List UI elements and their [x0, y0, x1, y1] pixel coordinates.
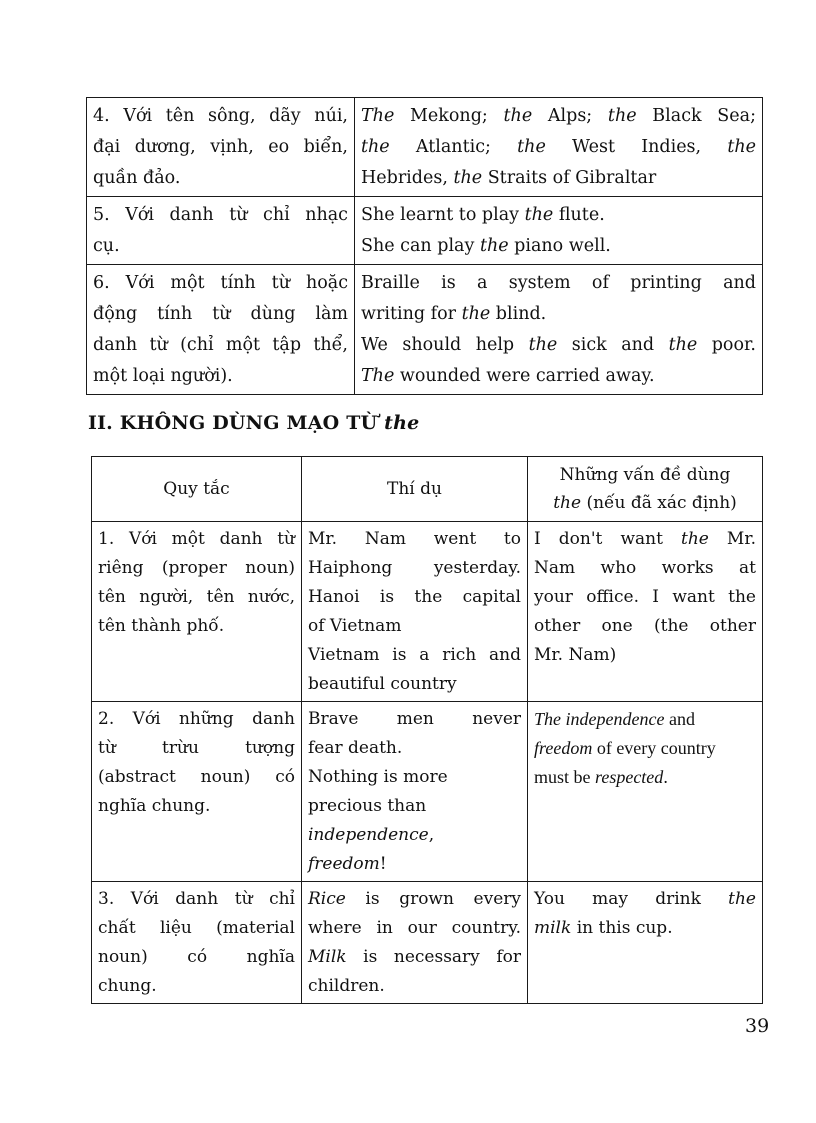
rule-line: 2. Với những danh	[98, 709, 295, 729]
rule-line: 6. Với một tính từ hoặc	[93, 273, 348, 293]
example-cell-line: writing for the blind.	[361, 304, 547, 324]
rule-line: danh từ (chỉ một tập thể,	[93, 335, 348, 355]
example-cell-line: The wounded were carried away.	[361, 366, 655, 386]
rule-cell	[92, 702, 302, 882]
rule-line: riêng (proper noun)	[98, 558, 295, 578]
example-cell-line: independence,	[308, 825, 435, 845]
rule-line: chất liệu (material	[98, 918, 295, 938]
example-cell-line: We should help the sick and the poor.	[361, 335, 756, 355]
rule-cell	[92, 882, 302, 1004]
example-cell-line: Braille is a system of printing and	[361, 273, 756, 293]
example-cell-line: She can play the piano well.	[361, 236, 611, 256]
rule-line: từ trừu tượng	[98, 738, 295, 758]
example-cell-line: Mr. Nam went to	[308, 529, 521, 549]
note-cell	[528, 702, 763, 882]
example-cell-line: children.	[308, 976, 385, 996]
example-cell-line: of Vietnam	[308, 616, 402, 636]
example-cell-line: fear death.	[308, 738, 403, 758]
note-cell-line: milk in this cup.	[534, 918, 673, 938]
usage-table-continued	[86, 97, 763, 395]
example-cell	[302, 882, 528, 1004]
table-row	[87, 197, 763, 265]
header-note-line2	[532, 489, 758, 517]
example-cell	[302, 702, 528, 882]
table-row	[92, 882, 763, 1004]
rule-cell	[87, 197, 355, 265]
example-cell-line: Nothing is more	[308, 767, 448, 787]
header-note-rest: (nếu đã xác định)	[586, 493, 737, 513]
table-row	[92, 702, 763, 882]
rule-cell	[92, 522, 302, 702]
header-example: Thí dụ	[302, 457, 528, 522]
section-heading-italic: the	[384, 412, 420, 434]
header-note-line1: Những vấn đề dùng	[559, 465, 731, 485]
rule-line: 4. Với tên sông, dãy núi,	[93, 106, 348, 126]
rule-line: tên thành phố.	[98, 616, 225, 636]
example-cell-line: Milk is necessary for	[308, 947, 521, 967]
example-cell-line: Vietnam is a rich and	[308, 645, 521, 665]
example-cell-line: Haiphong yesterday.	[308, 558, 521, 578]
note-cell-line: must be respected.	[534, 767, 668, 787]
example-cell-line: where in our country.	[308, 918, 521, 938]
note-cell	[528, 522, 763, 702]
example-cell	[355, 98, 763, 197]
rule-cell	[87, 98, 355, 197]
example-cell-line: the Atlantic; the West Indies, the	[361, 137, 756, 157]
rule-line: quần đảo.	[93, 168, 181, 188]
example-cell-line: Hebrides, the Straits of Gibraltar	[361, 168, 657, 188]
rule-line: một loại người).	[93, 366, 233, 386]
header-rule: Quy tắc	[92, 457, 302, 522]
table-row	[87, 265, 763, 395]
note-cell-line: The independence and	[534, 709, 695, 729]
note-cell-line: your office. I want the	[534, 587, 756, 607]
example-cell-line: The Mekong; the Alps; the Black Sea;	[361, 106, 756, 126]
rule-line: 5. Với danh từ chỉ nhạc	[93, 205, 348, 225]
example-cell-line: She learnt to play the flute.	[361, 205, 605, 225]
page-number: 39	[745, 1015, 770, 1037]
section-heading	[88, 412, 419, 434]
rule-line: 3. Với danh từ chỉ	[98, 889, 295, 909]
table-header-row	[92, 457, 763, 522]
header-note-italic: the	[553, 493, 582, 513]
table-row	[87, 98, 763, 197]
note-cell-line: freedom of every country	[534, 738, 716, 758]
example-cell-line: beautiful country	[308, 674, 457, 694]
note-cell-line: Mr. Nam)	[534, 645, 617, 665]
example-cell	[355, 265, 763, 395]
example-cell-line: freedom!	[308, 854, 387, 874]
section-heading-text: II. KHÔNG DÙNG MẠO TỪ	[88, 412, 378, 434]
rule-line: tên người, tên nước,	[98, 587, 295, 607]
no-article-table	[91, 456, 763, 1004]
example-cell	[355, 197, 763, 265]
rule-line: chung.	[98, 976, 157, 996]
rule-line: cụ.	[93, 236, 120, 256]
rule-line: nghĩa chung.	[98, 796, 211, 816]
table-row	[92, 522, 763, 702]
rule-cell	[87, 265, 355, 395]
note-cell-line: You may drink the	[534, 889, 756, 909]
note-cell-line: I don't want the Mr.	[534, 529, 756, 549]
rule-line: động tính từ dùng làm	[93, 304, 348, 324]
note-cell-line: Nam who works at	[534, 558, 756, 578]
example-cell	[302, 522, 528, 702]
example-cell-line: Hanoi is the capital	[308, 587, 521, 607]
example-cell-line: Rice is grown every	[308, 889, 521, 909]
rule-line: đại dương, vịnh, eo biển,	[93, 137, 348, 157]
example-cell-line: Brave men never	[308, 709, 521, 729]
note-cell-line: other one (the other	[534, 616, 756, 636]
rule-line: (abstract noun) có	[98, 767, 295, 787]
rule-line: noun) có nghĩa	[98, 947, 295, 967]
example-cell-line: precious than	[308, 796, 427, 816]
note-cell	[528, 882, 763, 1004]
header-note	[528, 457, 763, 522]
rule-line: 1. Với một danh từ	[98, 529, 295, 549]
